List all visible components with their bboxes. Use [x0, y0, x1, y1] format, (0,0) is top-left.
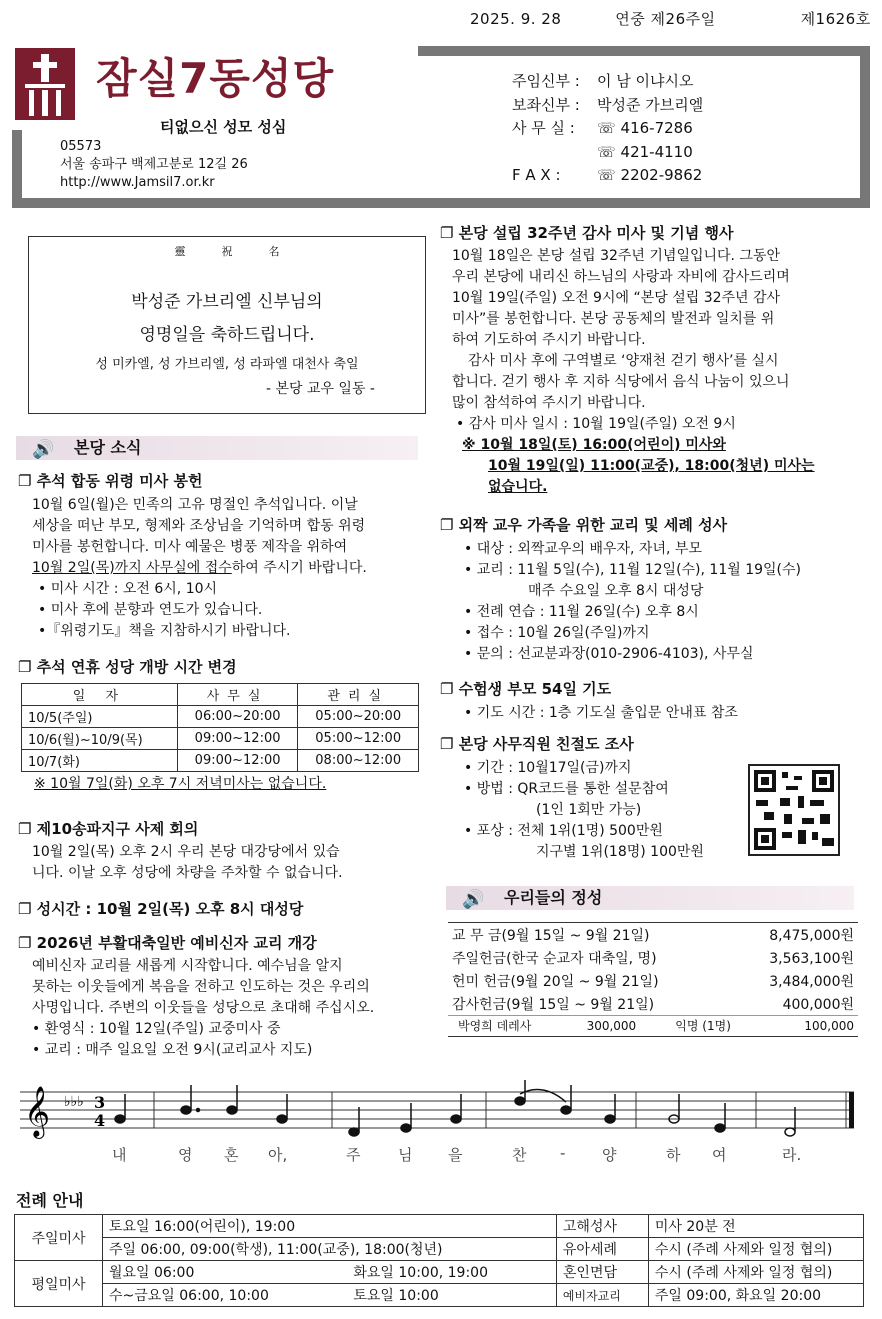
- news-catechumen-class: ❐ 2026년 부활대축일반 예비신자 교리 개강 예비신자 교리를 새롭게 시작합니다. 예수님을 알지 못하는 이웃들에게 복음을 전하고 인도하는 것은 우리의 사명입니다. 주변의 이웃들을 성당으로 초대해 주십시오. • 환영식 : 10월 12일(주일) 교중미사 중 • 교리 : 매주 일요일 오전 9시(교리교사 지도): [18, 934, 375, 1058]
- news-priest-meeting: ❐ 제10송파지구 사제 회의 10월 2일(목) 오후 2시 우리 본당 대강당에서 있습 니다. 이날 오후 성당에 차량을 주차할 수 없습니다.: [18, 820, 343, 881]
- table-row: 헌미 헌금(9월 20일 ~ 9월 21일) 3,484,000원: [452, 973, 854, 990]
- offering-table: [448, 922, 858, 1037]
- offering-section-header: 🔊 우리들의 정성: [446, 886, 854, 910]
- feast-emblem: 靈祝名: [174, 245, 316, 258]
- holiday-hours-table: 일 자 사무실 관리실 10/5(주일) 06:00~20:00 05:00~20:00 10/6(월)~10/9(목) 09:00~12:00 05:00~12:00 10/7(화) 09:00~12:00 08:00~12:00: [21, 683, 419, 772]
- issue-header: [470, 8, 870, 29]
- feast-line-1: 박성준 가브리엘 신부님의: [131, 292, 323, 312]
- parish-address: [60, 138, 248, 192]
- table-row: 10/6(월)~10/9(목) 09:00~12:00 05:00~12:00: [22, 728, 419, 750]
- issue-date: 2025. 9. 28: [470, 10, 562, 28]
- frame-bottom: [12, 198, 870, 208]
- parish-name: 잠실7동성당: [96, 54, 335, 103]
- hymn-lyrics: 내 영 혼 아, 주 님 을 찬 - 양 하 여 라.: [112, 1144, 802, 1164]
- news-exam-prayer: ❐ 수험생 부모 54일 기도 • 기도 시간 : 1층 기도실 출입문 안내표 참조: [440, 680, 738, 721]
- church-logo-icon: [15, 48, 75, 120]
- parish-patron: 티없으신 성모 성심: [160, 118, 287, 136]
- hymn-score: [20, 1080, 862, 1170]
- feast-signature: - 본당 교우 일동 -: [265, 381, 375, 397]
- table-row: 주일미사 토요일 16:00(어린이), 19:00 고해성사 미사 20분 전: [15, 1215, 864, 1238]
- liturgical-week: 연중 제26주일: [615, 10, 716, 28]
- liturgy-title: 전례 안내: [16, 1191, 84, 1210]
- staff-list: 주임신부 : 이 남 이냐시오 보좌신부 : 박성준 가브리엘 사 무 실 : ☏ 416-7286 ☏ 421-4110 F A X : ☏ 2202-9862: [512, 72, 704, 184]
- frame-top: [418, 46, 870, 56]
- news-section-header: 🔊 본당 소식: [16, 436, 418, 460]
- news-mixed-family-catechism: ❐ 외짝 교우 가족을 위한 교리 및 세례 성사 • 대상 : 외짝교우의 배우자, 자녀, 부모 • 교리 : 11월 5일(수), 11월 12일(수), 11월 19일(수) 매주 수요일 오후 8시 대성당 • 전례 연습 : 11월 26일(수) 오후 8시 • 접수 : 10월 26일(주일)까지 • 문의 : 선교분과장(010-2906-4103), 사무실: [440, 516, 801, 662]
- music-staff: [20, 1080, 862, 1140]
- table-row: 수~금요일 06:00, 10:00 토요일 10:00 예비자교리 주일 09:00, 화요일 20:00: [15, 1284, 864, 1307]
- news-chuseok-mass: ❐ 추석 합동 위령 미사 봉헌 10월 6일(월)은 민족의 고유 명절인 추석입니다. 이날 세상을 떠난 부모, 형제와 조상님을 기억하며 합동 위령 미사를 봉헌합니다. 미사 예물은 병풍 제작을 위하여 10월 2일(목)까지 사무실에 접수하여 주시기 바랍니다. • 미사 시간 : 오전 6시, 10시 • 미사 후에 분향과 연도가 있습니다. •『위령기도』책을 지참하시기 바랍니다.: [18, 472, 367, 639]
- table-row: 10/5(주일) 06:00~20:00 05:00~20:00: [22, 706, 419, 728]
- feast-line-3: 성 미카엘, 성 가브리엘, 성 라파엘 대천사 축일: [95, 357, 359, 372]
- table-row: 평일미사 월요일 06:00 화요일 10:00, 19:00 혼인면담 수시 (주례 사제와 일정 협의): [15, 1261, 864, 1284]
- table-row: 주일헌금(한국 순교자 대축일, 명) 3,563,100원: [452, 950, 854, 967]
- feast-greeting-box: [28, 236, 426, 414]
- svg-text:𝄞: 𝄞: [24, 1086, 51, 1137]
- speaker-icon: 🔊: [32, 439, 55, 460]
- svg-text:4: 4: [94, 1111, 106, 1130]
- feast-line-2: 영명일을 축하드립니다.: [139, 325, 315, 345]
- frame-left: [12, 130, 22, 208]
- website-link[interactable]: http://www.Jamsil7.or.kr: [60, 175, 215, 190]
- street-address: 서울 송파구 백제고분로 12길 26: [60, 157, 248, 172]
- donor-row: 박영희 데레사 300,000 익명 (1명) 100,000: [458, 1018, 854, 1034]
- news-anniversary-mass: ❐ 본당 설립 32주년 감사 미사 및 기념 행사 10월 18일은 본당 설립 32주년 기념일입니다. 그동안 우리 본당에 내리신 하느님의 사랑과 자비에 감사드리며 10월 19일(주일) 오전 9시에 “본당 설립 32주년 감사 미사”를 봉헌합니다. 본당 공동체의 발전과 일치를 위 하여 기도하여 주시기 바랍니다. 감사 미사 후에 구역별로 ‘양재천 걷기 행사’를 실시 합니다. 걷기 행사 후 지하 식당에서 음식 나눔이 있으니 많이 참석하여 주시기 바랍니다. • 감사 미사 일시 : 10월 19일(주일) 오전 9시 ※ 10월 18일(토) 16:00(어린이) 미사와 10월 19일(일) 11:00(교중), 18:00(청년) 미사는 없습니다.: [440, 224, 815, 495]
- survey-qr-code[interactable]: [748, 764, 840, 856]
- news-holiday-hours: ❐ 추석 연휴 성당 개방 시간 변경 일 자 사무실 관리실 10/5(주일) 06:00~20:00 05:00~20:00 10/6(월)~10/9(목) 09:00~12:00 05:00~12:00 10/7(화) 09:00~12:00 08:00~12:00 ※ 10월 7일(화) 오후 7시 저녁미사는 없습니다.: [18, 656, 428, 795]
- svg-text:3: 3: [94, 1093, 106, 1112]
- speaker-icon: 🔊: [462, 889, 485, 910]
- news-staff-survey: ❐ 본당 사무직원 친절도 조사 • 기간 : 10월17일(금)까지 • 방법 : QR코드를 통한 설문참여 (1인 1회만 가능) • 포상 : 전체 1위(1명) 500만원 지구별 1위(18명) 100만원: [440, 735, 704, 860]
- table-row: 주일 06:00, 09:00(학생), 11:00(교중), 18:00(청년) 유아세례 수시 (주례 사제와 일정 협의): [15, 1238, 864, 1261]
- svg-text:♭♭♭: ♭♭♭: [64, 1094, 84, 1110]
- table-row: 교 무 금(9월 15일 ~ 9월 21일) 8,475,000원: [452, 927, 854, 944]
- postcode: 05573: [60, 139, 102, 154]
- news-holy-hour: ❐ 성시간 : 10월 2일(목) 오후 8시 대성당: [18, 900, 304, 918]
- liturgy-table: [14, 1214, 864, 1307]
- table-row: 10/7(화) 09:00~12:00 08:00~12:00: [22, 750, 419, 772]
- table-row: 감사헌금(9월 15일 ~ 9월 21일) 400,000원: [452, 996, 854, 1013]
- frame-right: [860, 46, 870, 208]
- issue-number: 제1626호: [800, 10, 871, 28]
